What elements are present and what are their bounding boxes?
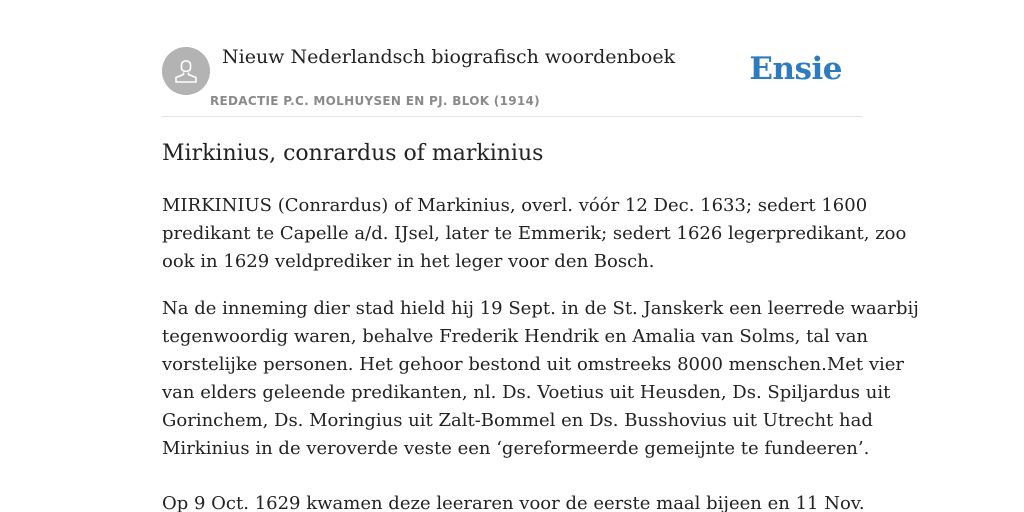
source-title[interactable]: Nieuw Nederlandsch biografisch woordenboek [222, 46, 676, 68]
paragraph-line: vorstelijke personen. Het gehoor bestond uit omstreeks 8000 menschen.Met vier [162, 354, 905, 375]
source-editors: REDACTIE P.C. MOLHUYSEN EN PJ. BLOK (1914) [210, 94, 540, 108]
paragraph-line: predikant te Capelle a/d. IJsel, later te Emmerik; sedert 1626 legerpredikant, zoo [162, 223, 907, 244]
paragraph-line: Na de inneming dier stad hield hij 19 Sept. in de St. Janskerk een leerrede waarbij [162, 298, 919, 319]
paragraph-line: tegenwoordig waren, behalve Frederik Hendrik en Amalia van Solms, tal van [162, 326, 869, 347]
source-header [162, 0, 862, 117]
paragraph-line: Gorinchem, Ds. Moringius uit Zalt-Bommel en Ds. Busshovius uit Utrecht had [162, 410, 873, 431]
article-paragraph [162, 490, 865, 512]
paragraph-line: van elders geleende predikanten, nl. Ds. Voetius uit Heusden, Ds. Spiljardus uit [162, 382, 891, 403]
paragraph-line: ook in 1629 veldprediker in het leger voor den Bosch. [162, 251, 655, 272]
paragraph-line: Mirkinius in de veroverde veste een ‘gereformeerde gemeijnte te fundeeren’. [162, 438, 870, 459]
article-paragraph [162, 295, 919, 463]
user-silhouette-icon [162, 47, 210, 95]
article-title: Mirkinius, conrardus of markinius [162, 141, 544, 166]
article-container [162, 0, 919, 512]
paragraph-line: MIRKINIUS (Conrardus) of Markinius, overl. vóór 12 Dec. 1633; sedert 1600 [162, 195, 868, 216]
brand-logo[interactable]: Ensie [749, 51, 842, 87]
paragraph-line: Op 9 Oct. 1629 kwamen deze leeraren voor de eerste maal bijeen en 11 Nov. [162, 493, 865, 512]
article-paragraph [162, 192, 907, 276]
